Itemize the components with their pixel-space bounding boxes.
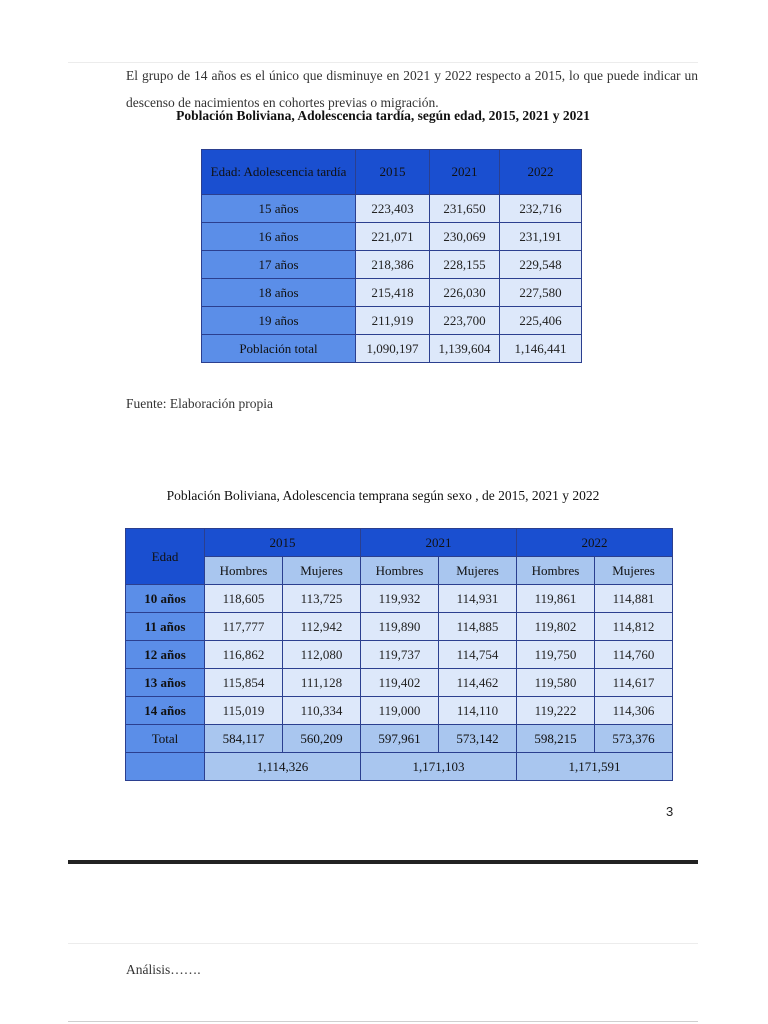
cell: 211,919 bbox=[356, 307, 430, 335]
cell: 119,932 bbox=[361, 585, 439, 613]
table-total-row bbox=[126, 725, 673, 753]
cell: 231,191 bbox=[500, 223, 582, 251]
cell: 110,334 bbox=[283, 697, 361, 725]
table-adolescencia-tardia bbox=[201, 149, 582, 363]
cell: 119,737 bbox=[361, 641, 439, 669]
row-label: 19 años bbox=[202, 307, 356, 335]
grand-total-cell: 1,171,591 bbox=[517, 753, 673, 781]
table2-header-sex: Hombres bbox=[517, 557, 595, 585]
table2-header-edad: Edad bbox=[126, 529, 205, 585]
grand-total-empty-cell bbox=[126, 753, 205, 781]
row-label: 17 años bbox=[202, 251, 356, 279]
cell: 114,885 bbox=[439, 613, 517, 641]
table-row bbox=[202, 307, 582, 335]
cell: 232,716 bbox=[500, 195, 582, 223]
cell: 118,605 bbox=[205, 585, 283, 613]
cell: 114,760 bbox=[595, 641, 673, 669]
table-grand-total-row bbox=[126, 753, 673, 781]
cell: 1,146,441 bbox=[500, 335, 582, 363]
total-cell: 584,117 bbox=[205, 725, 283, 753]
bottom-rule bbox=[68, 1021, 698, 1022]
cell: 221,071 bbox=[356, 223, 430, 251]
cell: 114,306 bbox=[595, 697, 673, 725]
source-note: Fuente: Elaboración propia bbox=[126, 396, 273, 411]
table2-header-sex: Hombres bbox=[205, 557, 283, 585]
table-row bbox=[202, 251, 582, 279]
table-row bbox=[126, 613, 673, 641]
table-row bbox=[202, 223, 582, 251]
row-label: 12 años bbox=[126, 641, 205, 669]
table2-header-sex: Hombres bbox=[361, 557, 439, 585]
cell: 223,700 bbox=[430, 307, 500, 335]
cell: 117,777 bbox=[205, 613, 283, 641]
cell: 229,548 bbox=[500, 251, 582, 279]
cell: 1,090,197 bbox=[356, 335, 430, 363]
cell: 215,418 bbox=[356, 279, 430, 307]
cell: 119,802 bbox=[517, 613, 595, 641]
cell: 114,110 bbox=[439, 697, 517, 725]
cell: 119,222 bbox=[517, 697, 595, 725]
row-label: Población total bbox=[202, 335, 356, 363]
row-label: 15 años bbox=[202, 195, 356, 223]
table1-header-row bbox=[202, 150, 582, 195]
table-row bbox=[126, 641, 673, 669]
table2-header-sex: Mujeres bbox=[283, 557, 361, 585]
cell: 119,750 bbox=[517, 641, 595, 669]
grand-total-cell: 1,114,326 bbox=[205, 753, 361, 781]
table2-header-year: 2015 bbox=[205, 529, 361, 557]
table2-title: Población Boliviana, Adolescencia temprana según sexo , de 2015, 2021 y 2022 bbox=[166, 488, 600, 503]
cell: 230,069 bbox=[430, 223, 500, 251]
total-cell: 573,376 bbox=[595, 725, 673, 753]
intro-paragraph: El grupo de 14 años es el único que disminuye en 2021 y 2022 respecto a 2015, lo que puede indicar un descenso de nacimientos en cohortes previas o migración. bbox=[126, 68, 698, 110]
cell: 225,406 bbox=[500, 307, 582, 335]
table2-sex-row bbox=[126, 557, 673, 585]
table-row bbox=[202, 195, 582, 223]
cell: 119,861 bbox=[517, 585, 595, 613]
page-divider bbox=[68, 860, 698, 864]
table2-header-sex: Mujeres bbox=[595, 557, 673, 585]
cell: 114,462 bbox=[439, 669, 517, 697]
cell: 119,402 bbox=[361, 669, 439, 697]
table2-year-row bbox=[126, 529, 673, 557]
cell: 114,931 bbox=[439, 585, 517, 613]
cell: 111,128 bbox=[283, 669, 361, 697]
cell: 218,386 bbox=[356, 251, 430, 279]
table-row bbox=[202, 279, 582, 307]
cell: 113,725 bbox=[283, 585, 361, 613]
table-row bbox=[126, 697, 673, 725]
row-label: 14 años bbox=[126, 697, 205, 725]
cell: 114,617 bbox=[595, 669, 673, 697]
analysis-text: Análisis……. bbox=[126, 962, 201, 977]
cell: 114,812 bbox=[595, 613, 673, 641]
table1-header-year: 2015 bbox=[356, 150, 430, 195]
cell: 116,862 bbox=[205, 641, 283, 669]
grand-total-cell: 1,171,103 bbox=[361, 753, 517, 781]
row-label: 16 años bbox=[202, 223, 356, 251]
total-cell: 560,209 bbox=[283, 725, 361, 753]
table2-header-year: 2021 bbox=[361, 529, 517, 557]
cell: 223,403 bbox=[356, 195, 430, 223]
cell: 112,080 bbox=[283, 641, 361, 669]
table-row bbox=[126, 585, 673, 613]
row-label: 11 años bbox=[126, 613, 205, 641]
row-label: Total bbox=[126, 725, 205, 753]
cell: 115,019 bbox=[205, 697, 283, 725]
cell: 119,580 bbox=[517, 669, 595, 697]
row-label: 13 años bbox=[126, 669, 205, 697]
table-row bbox=[126, 669, 673, 697]
total-cell: 598,215 bbox=[517, 725, 595, 753]
cell: 119,000 bbox=[361, 697, 439, 725]
table1-header-edad: Edad: Adolescencia tardía bbox=[202, 150, 356, 195]
cell: 1,139,604 bbox=[430, 335, 500, 363]
cell: 231,650 bbox=[430, 195, 500, 223]
total-cell: 597,961 bbox=[361, 725, 439, 753]
cell: 114,881 bbox=[595, 585, 673, 613]
cell: 227,580 bbox=[500, 279, 582, 307]
page-number: 3 bbox=[666, 804, 674, 819]
cell: 228,155 bbox=[430, 251, 500, 279]
header-rule bbox=[68, 943, 698, 944]
cell: 112,942 bbox=[283, 613, 361, 641]
cell: 119,890 bbox=[361, 613, 439, 641]
table1-header-year: 2022 bbox=[500, 150, 582, 195]
table2-header-sex: Mujeres bbox=[439, 557, 517, 585]
cell: 115,854 bbox=[205, 669, 283, 697]
table2-header-year: 2022 bbox=[517, 529, 673, 557]
row-label: 10 años bbox=[126, 585, 205, 613]
total-cell: 573,142 bbox=[439, 725, 517, 753]
table1-title: Población Boliviana, Adolescencia tardía, según edad, 2015, 2021 y 2021 bbox=[176, 108, 590, 123]
table-adolescencia-temprana bbox=[125, 528, 673, 781]
cell: 226,030 bbox=[430, 279, 500, 307]
row-label: 18 años bbox=[202, 279, 356, 307]
table-total-row bbox=[202, 335, 582, 363]
cell: 114,754 bbox=[439, 641, 517, 669]
table1-header-year: 2021 bbox=[430, 150, 500, 195]
